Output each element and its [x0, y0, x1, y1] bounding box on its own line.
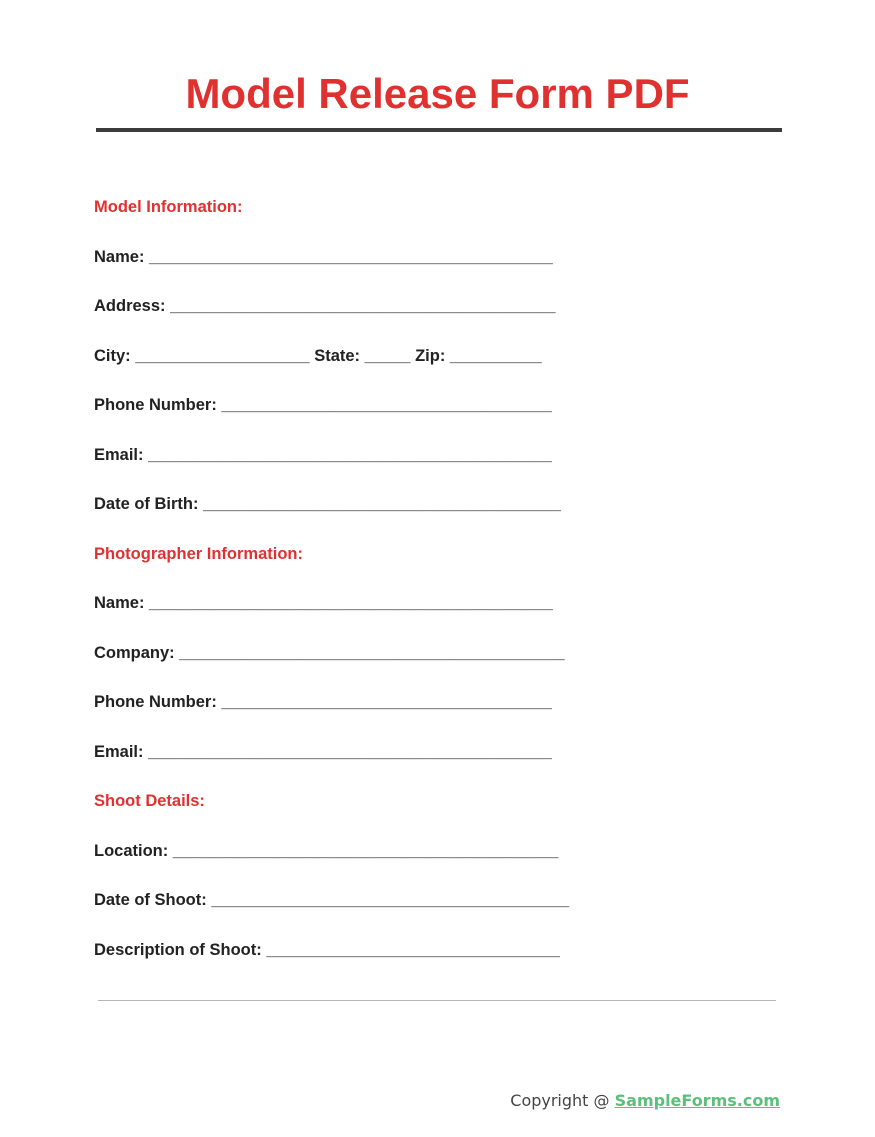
copyright-prefix: Copyright @: [510, 1091, 615, 1110]
brand-link[interactable]: SampleForms.com: [614, 1091, 780, 1110]
photographer-company-field: Company: __________________________________________: [94, 643, 565, 662]
shoot-date-field: Date of Shoot: _______________________________________: [94, 891, 570, 909]
model-address-field: Address: __________________________________________: [94, 297, 556, 315]
model-city-state-zip-field: City: ___________________ State: _____ Zip: __________: [94, 346, 542, 365]
footer-divider: [98, 1000, 776, 1001]
photographer-email-field: Email: ____________________________________________: [94, 742, 552, 761]
title-divider: [96, 128, 782, 132]
shoot-location-field: Location: __________________________________________: [94, 841, 559, 860]
page-title: Model Release Form PDF: [185, 70, 690, 117]
section-heading-photographer-information: Photographer Information:: [94, 544, 303, 563]
section-heading-shoot-details: Shoot Details:: [94, 792, 205, 810]
model-email-field: Email: ____________________________________________: [94, 445, 552, 464]
copyright-notice: [510, 1089, 780, 1113]
photographer-phone-field: Phone Number: ____________________________________: [94, 693, 552, 711]
model-name-field: Name: ____________________________________________: [94, 247, 553, 266]
model-date-of-birth-field: Date of Birth: _______________________________________: [94, 495, 561, 513]
model-phone-field: Phone Number: ____________________________________: [94, 396, 552, 414]
photographer-name-field: Name: ____________________________________________: [94, 594, 553, 612]
shoot-description-field: Description of Shoot: ________________________________: [94, 940, 560, 959]
section-heading-model-information: Model Information:: [94, 198, 243, 216]
release-form: [94, 195, 794, 987]
